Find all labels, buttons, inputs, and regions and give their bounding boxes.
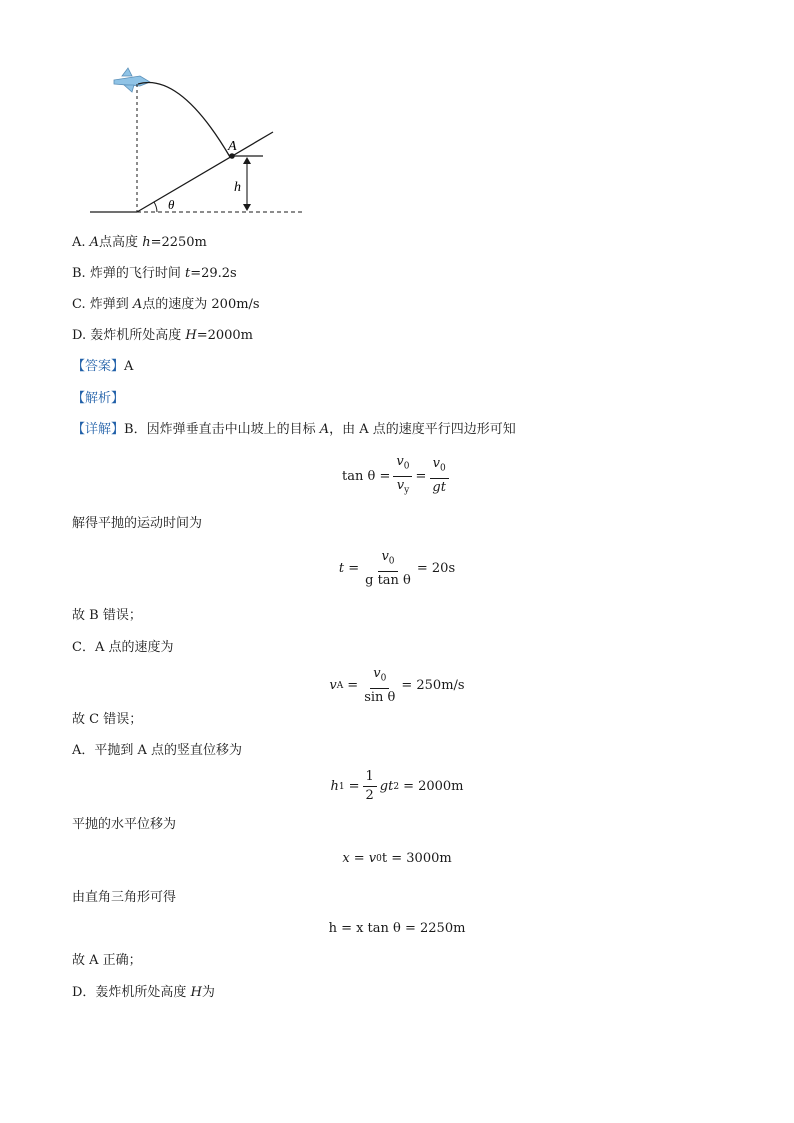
c-speed-line: C．A 点的速度为 <box>72 640 174 655</box>
horizontal-line: 平抛的水平位移为 <box>72 817 177 832</box>
triangle-line: 由直角三角形可得 <box>72 890 177 905</box>
label-a: A <box>228 139 237 154</box>
detail-line: 【详解】B．因炸弹垂直击中山坡上的目标 A，由 A 点的速度平行四边形可知 <box>72 422 516 437</box>
a-correct-line: 故 A 正确； <box>72 953 142 968</box>
height-arrow-up <box>243 157 251 164</box>
angle-arc <box>154 202 157 212</box>
option-b: B. 炸弹的飞行时间 t=29.2s <box>72 266 237 281</box>
b-wrong-line: 故 B 错误； <box>72 608 142 623</box>
equation-vertical-displacement: h 1 = $\frac{1}{2}$ gt 2 = 2000m <box>330 769 464 803</box>
option-d: D. 轰炸机所处高度 H=2000m <box>72 328 254 343</box>
a-vertical-line: A．平抛到 A 点的竖直位移为 <box>72 743 243 758</box>
option-c: C. 炸弹到 A点的速度为 200m/s <box>72 297 260 312</box>
equation-height: h = x tan θ = 2250m <box>328 921 466 936</box>
height-arrow-down <box>243 204 251 211</box>
label-h: h <box>234 180 241 195</box>
label-theta: θ <box>168 197 175 212</box>
slope-line <box>137 132 273 212</box>
equation-horizontal-displacement: x = v 0 t = 3000m <box>342 851 452 866</box>
equation-speed: v A = $\frac{v_0}{\text{sin θ}}$ = 250m/s <box>329 666 465 705</box>
d-height-line: D．轰炸机所处高度 H为 <box>72 985 215 1000</box>
equation-tan-theta: tan θ = $\frac{v_0}{v_y}$ = $\frac{v_0}{gt}$ <box>0 454 794 498</box>
equation-time: t = $\frac{v_0}{\text{g tan θ}}$ = 20s <box>338 549 456 588</box>
answer-line: 【答案】A <box>72 359 134 374</box>
trajectory-curve <box>138 83 230 157</box>
projectile-diagram <box>80 62 320 222</box>
analysis-heading: 【解析】 <box>72 391 125 406</box>
solve-time-line: 解得平抛的运动时间为 <box>72 516 203 531</box>
plane-icon <box>114 68 150 92</box>
c-wrong-line: 故 C 错误； <box>72 712 143 727</box>
option-a: A. A点高度 h=2250m <box>72 235 207 250</box>
